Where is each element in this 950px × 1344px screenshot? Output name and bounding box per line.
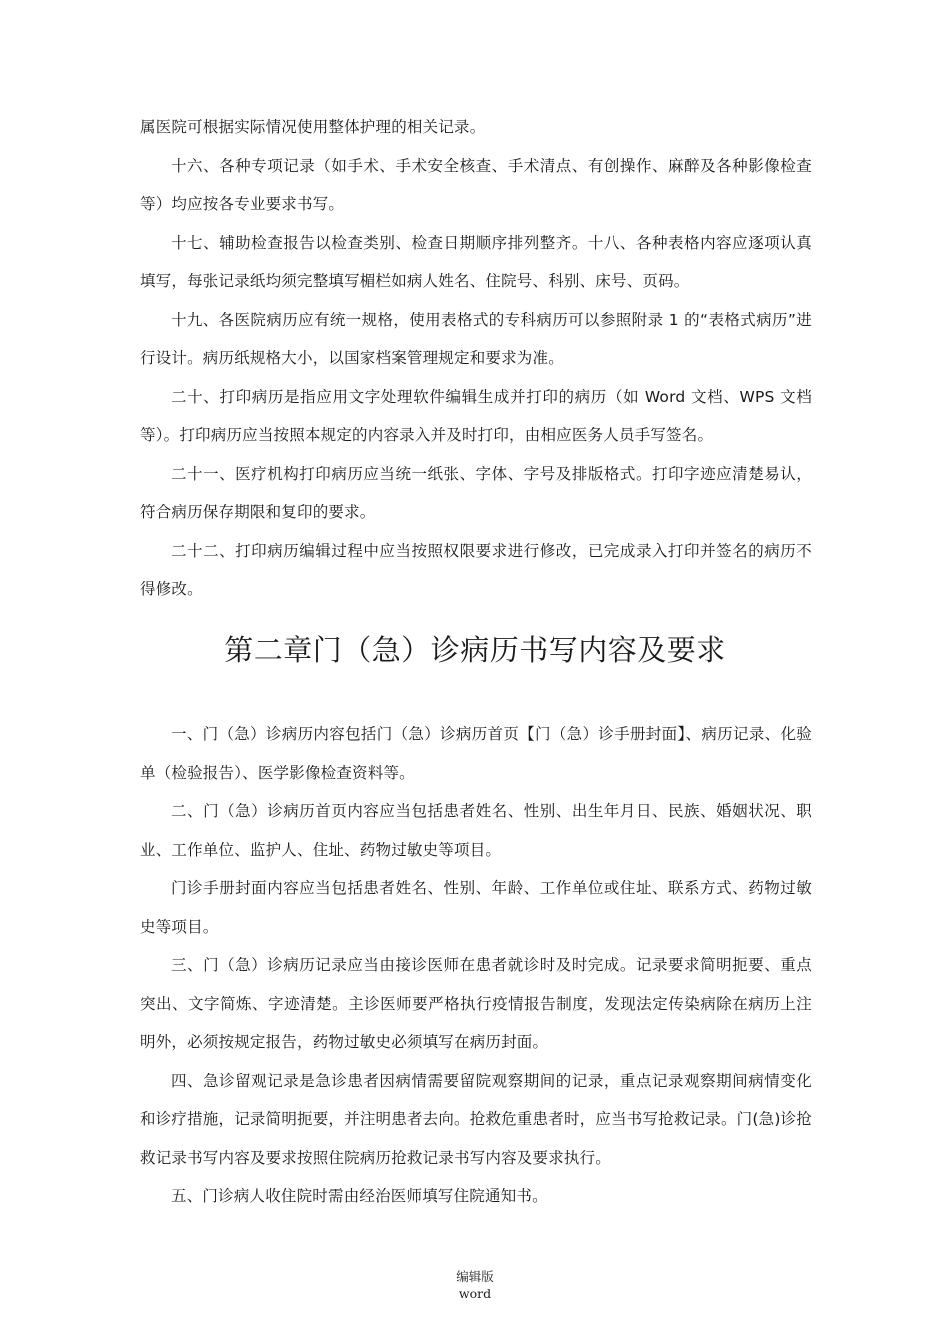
chapter-title: 第二章门（急）诊病历书写内容及要求 bbox=[224, 633, 726, 667]
paragraph-item-5: 五、门诊病人收住院时需由经治医师填写住院通知书。 bbox=[171, 1187, 548, 1205]
paragraph-item-16: 十六、各种专项记录（如手术、手术安全核查、手术清点、有创操作、麻醉及各种影像检查等）均应按各专业要求书写。 bbox=[140, 156, 812, 213]
paragraph-item-1: 一、门（急）诊病历内容包括门（急）诊病历首页【门（急）诊手册封面】、病历记录、化验单（检验报告）、医学影像检查资料等。 bbox=[140, 725, 812, 782]
paragraph-item-17-18: 十七、辅助检查报告以检查类别、检查日期顺序排列整齐。十八、各种表格内容应逐项认真填写，每张记录纸均须完整填写楣栏如病人姓名、住院号、科别、床号、页码。 bbox=[140, 233, 812, 290]
paragraph-item-20: 二十、打印病历是指应用文字处理软件编辑生成并打印的病历（如 Word 文档、WPS 文档等）。打印病历应当按照本规定的内容录入并及时打印，由相应医务人员手写签名。 bbox=[140, 387, 812, 444]
paragraph-continued: 属医院可根据实际情况使用整体护理的相关记录。 bbox=[140, 118, 486, 136]
paragraph-item-4: 四、急诊留观记录是急诊患者因病情需要留院观察期间的记录，重点记录观察期间病情变化和诊疗措施，记录简明扼要，并注明患者去向。抢救危重患者时，应当书写抢救记录。门(急)诊抢救记录书写内容及要求按照住院病历抢救记录书写内容及要求执行。 bbox=[140, 1071, 812, 1167]
text-section-bottom bbox=[140, 715, 812, 1216]
footer-edition: 编辑版 bbox=[456, 1269, 494, 1284]
text-section-top bbox=[140, 108, 812, 609]
footer-word: word bbox=[458, 1286, 492, 1301]
paragraph-item-19: 十九、各医院病历应有统一规格，使用表格式的专科病历可以参照附录 1 的“表格式病历”进行设计。病历纸规格大小，以国家档案管理规定和要求为准。 bbox=[140, 310, 812, 367]
paragraph-item-2: 二、门（急）诊病历首页内容应当包括患者姓名、性别、出生年月日、民族、婚姻状况、职业、工作单位、监护人、住址、药物过敏史等项目。 bbox=[140, 802, 812, 859]
paragraph-cover: 门诊手册封面内容应当包括患者姓名、性别、年龄、工作单位或住址、联系方式、药物过敏史等项目。 bbox=[140, 879, 812, 936]
paragraph-item-21: 二十一、医疗机构打印病历应当统一纸张、字体、字号及排版格式。打印字迹应清楚易认，符合病历保存期限和复印的要求。 bbox=[140, 464, 812, 521]
paragraph-item-3: 三、门（急）诊病历记录应当由接诊医师在患者就诊时及时完成。记录要求简明扼要、重点突出、文字简炼、字迹清楚。主诊医师要严格执行疫情报告制度，发现法定传染病除在病历上注明外，必须按规定报告，药物过敏史必须填写在病历封面。 bbox=[140, 956, 812, 1051]
paragraph-item-22: 二十二、打印病历编辑过程中应当按照权限要求进行修改，已完成录入打印并签名的病历不得修改。 bbox=[140, 541, 812, 598]
